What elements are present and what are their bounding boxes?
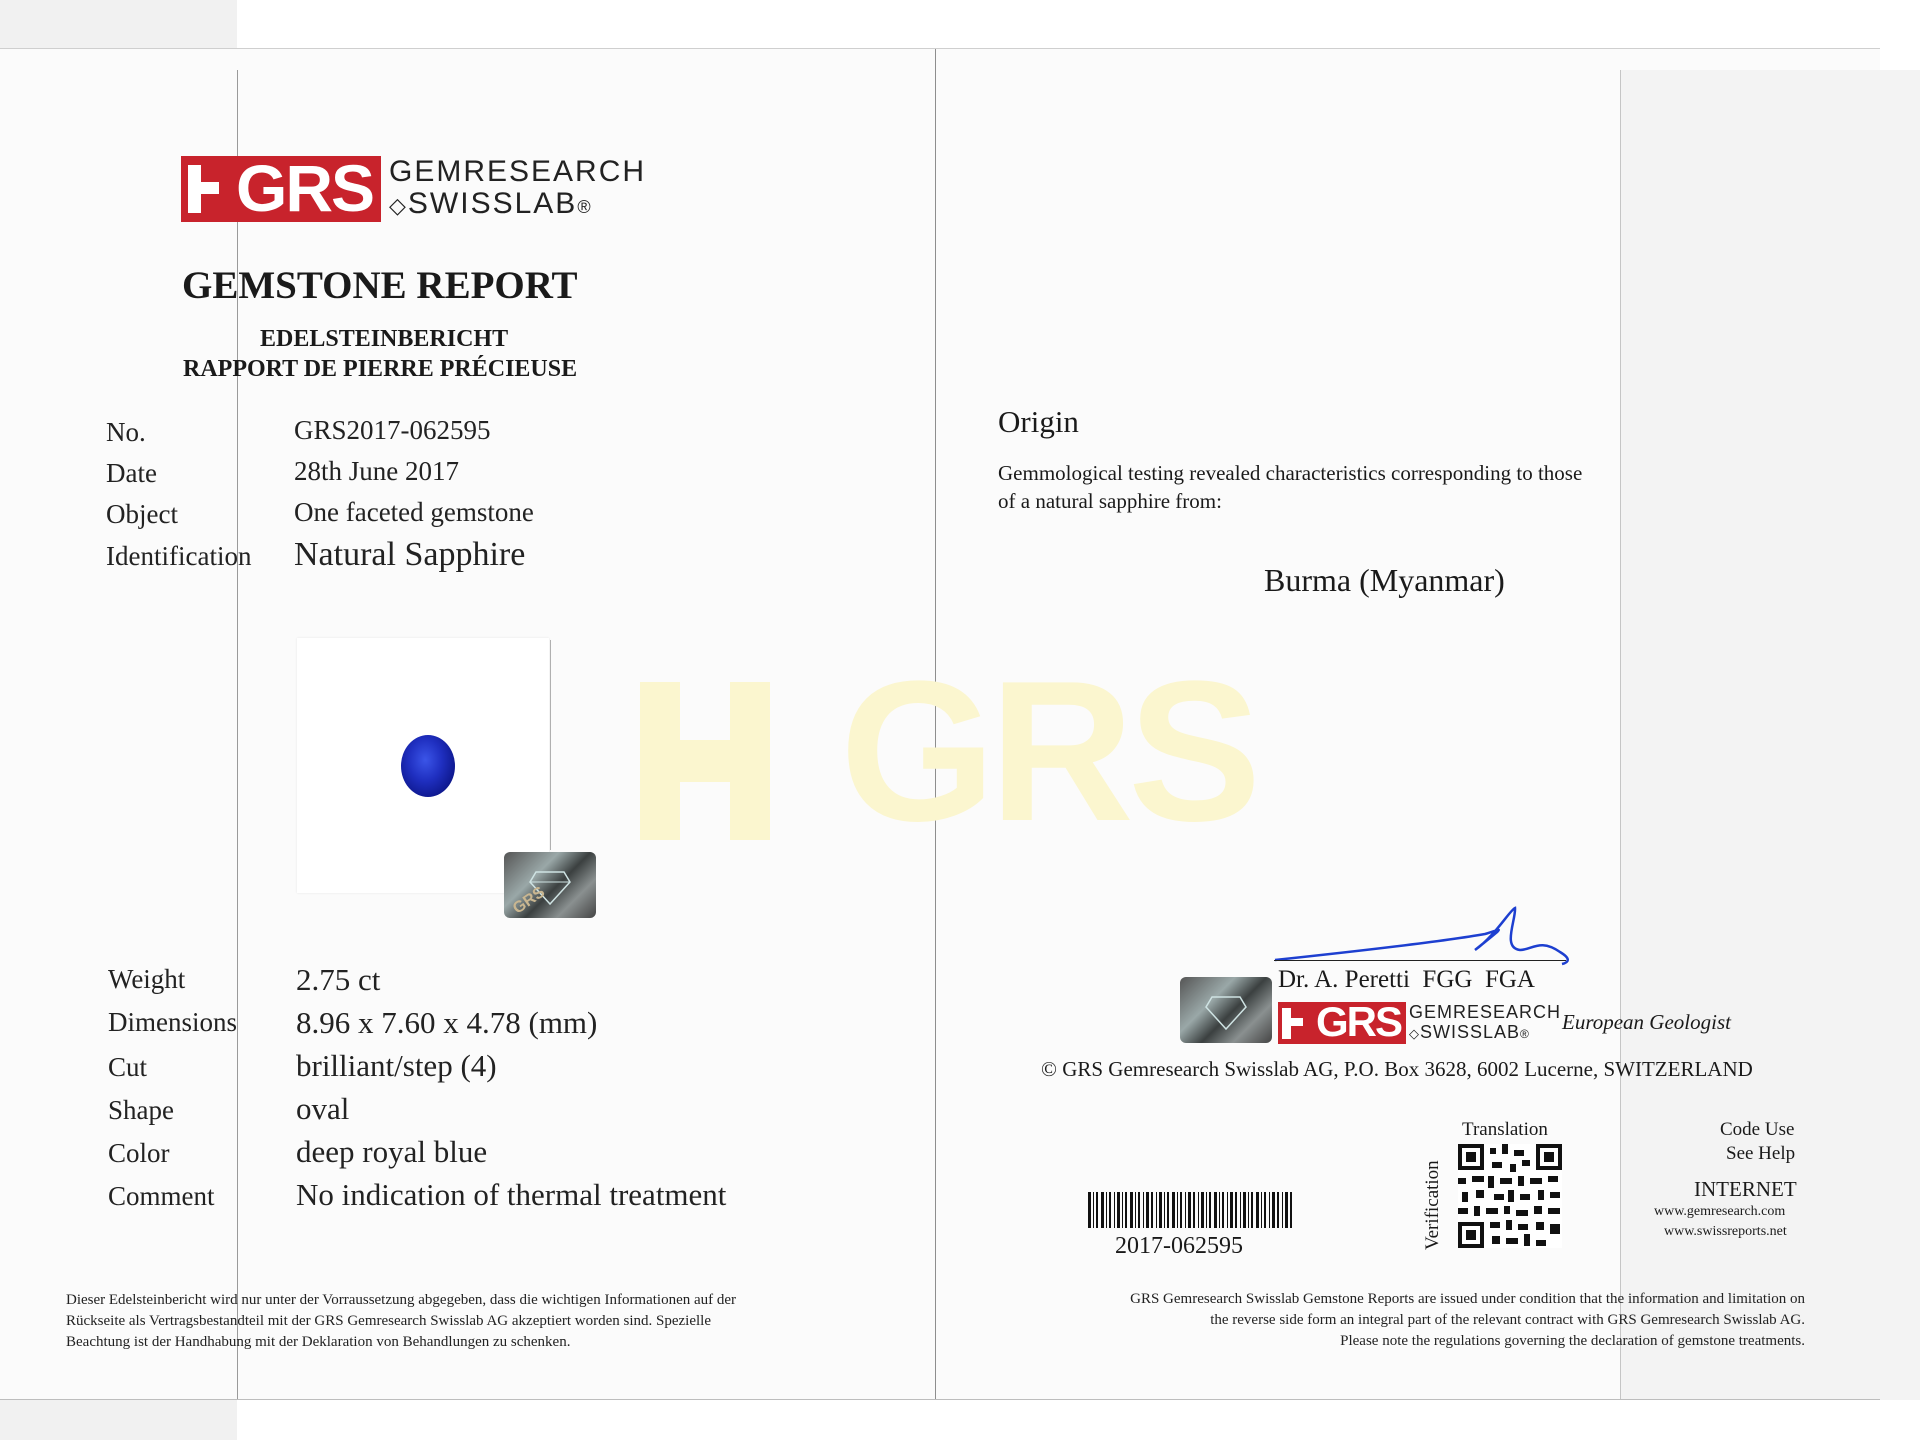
origin-country: Burma (Myanmar) [1264,562,1505,598]
disclaimer-en-line: GRS Gemresearch Swisslab Gemstone Reports are issued under condition that the information and limitation on [1130,1291,1805,1307]
grs-logo-cross-h [201,182,219,194]
photo-edge-line [550,640,551,850]
label-comment: Comment [108,1181,215,1211]
signatory-title: European Geologist [1562,1010,1731,1034]
qr-code-icon [1458,1144,1562,1248]
barcode-icon [1088,1192,1292,1228]
internet-label: INTERNET [1694,1177,1797,1201]
qr-code[interactable] [1458,1144,1562,1248]
registered-mark: ® [577,197,593,217]
label-cut: Cut [108,1052,148,1082]
website-link-1[interactable]: www.gemresearch.com [1654,1204,1786,1219]
value-weight: 2.75 ct [296,962,381,997]
see-help-text: See Help [1726,1143,1796,1164]
hologram-diamond-icon [1180,977,1272,1043]
gemresearch-text: GEMRESEARCH [1409,1002,1562,1022]
copyright-line: © GRS Gemresearch Swisslab AG, P.O. Box 3628, 6002 Lucerne, SWITZERLAND [1041,1057,1753,1081]
label-object: Object [106,499,178,529]
value-number: GRS2017-062595 [294,415,491,445]
report-subtitle-de: EDELSTEINBERICHT [260,326,509,352]
swisslab-line [389,188,593,223]
value-color: deep royal blue [296,1134,488,1169]
disclaimer-de-line: Dieser Edelsteinbericht wird nur unter der Vorraussetzung abgegeben, dass die wichtigen Informationen auf der [66,1292,737,1308]
disclaimer-de-line: Rückseite als Vertragsbestandteil mit der GRS Gemresearch Swisslab AG akzeptiert worden sind. Spezielle [66,1313,711,1329]
disclaimer-en-line: Please note the regulations governing the declaration of gemstone treatments. [1340,1333,1805,1349]
website-link-2[interactable]: www.swissreports.net [1664,1224,1787,1239]
value-shape: oval [296,1091,350,1126]
label-dimensions: Dimensions [108,1007,238,1037]
value-cut: brilliant/step (4) [296,1048,497,1083]
hologram-text: GRS [509,883,549,918]
code-use-text: Code Use [1720,1119,1795,1140]
value-date: 28th June 2017 [294,456,459,486]
grs-watermark [640,640,1260,863]
grs-logo-cross-v [1282,1008,1291,1039]
diamond-icon: ◇ [389,193,408,218]
disclaimer-en-line: the reverse side form an integral part of the relevant contract with GRS Gemresearch Swisslab AG. [1210,1312,1805,1328]
sapphire-image [401,735,455,797]
swisslab-text: SWISSLAB [1420,1022,1521,1042]
barcode-number: 2017-062595 [1115,1233,1243,1259]
label-identification: Identification [106,541,252,571]
swisslab-line [1409,1022,1530,1044]
verification-label: Verification [1422,1160,1443,1250]
bottom-edge-line [0,1399,1880,1400]
label-shape: Shape [108,1095,174,1125]
diamond-icon: ◇ [1409,1026,1420,1041]
report-title: GEMSTONE REPORT [182,264,578,307]
grs-logo-cross-h [1291,1018,1303,1026]
hologram-seal-small [1180,977,1272,1043]
grs-logo-cross-v [188,165,201,213]
label-date: Date [106,458,157,488]
origin-text [998,459,1582,515]
watermark-cross-vertical [640,682,680,840]
label-color: Color [108,1138,170,1168]
fold-line-right [1620,70,1621,1400]
label-number: No. [106,417,146,447]
disclaimer-de-line: Beachtung ist der Handhabung mit der Deklaration von Behandlungen zu schenken. [66,1334,571,1350]
watermark-cross-stub [730,682,770,840]
value-comment: No indication of thermal treatment [296,1177,727,1212]
value-identification: Natural Sapphire [294,536,526,573]
signature-line [1274,960,1566,961]
top-edge-line [0,48,1880,49]
origin-text-line: of a natural sapphire from: [998,489,1222,513]
disclaimer-de [66,1290,866,1353]
label-weight: Weight [108,964,186,994]
registered-mark: ® [1520,1027,1530,1041]
value-object: One faceted gemstone [294,497,534,527]
value-dimensions: 8.96 x 7.60 x 4.78 (mm) [296,1005,598,1040]
origin-text-line: Gemmological testing revealed characteristics corresponding to those [998,461,1583,485]
origin-heading: Origin [998,404,1079,439]
barcode [1088,1192,1292,1228]
translation-label: Translation [1462,1119,1548,1140]
report-subtitle-fr: RAPPORT DE PIERRE PRÉCIEUSE [183,356,578,382]
hologram-seal [504,852,596,918]
swisslab-text: SWISSLAB [407,187,578,220]
signatory-name: Dr. A. Peretti FGG FGA [1278,966,1535,993]
watermark-text: GRS [840,640,1256,863]
disclaimer-en [1000,1289,1805,1352]
grs-logo-text: GRS [236,151,374,225]
grs-logo-text: GRS [1316,998,1402,1045]
gemresearch-text: GEMRESEARCH [389,155,647,188]
